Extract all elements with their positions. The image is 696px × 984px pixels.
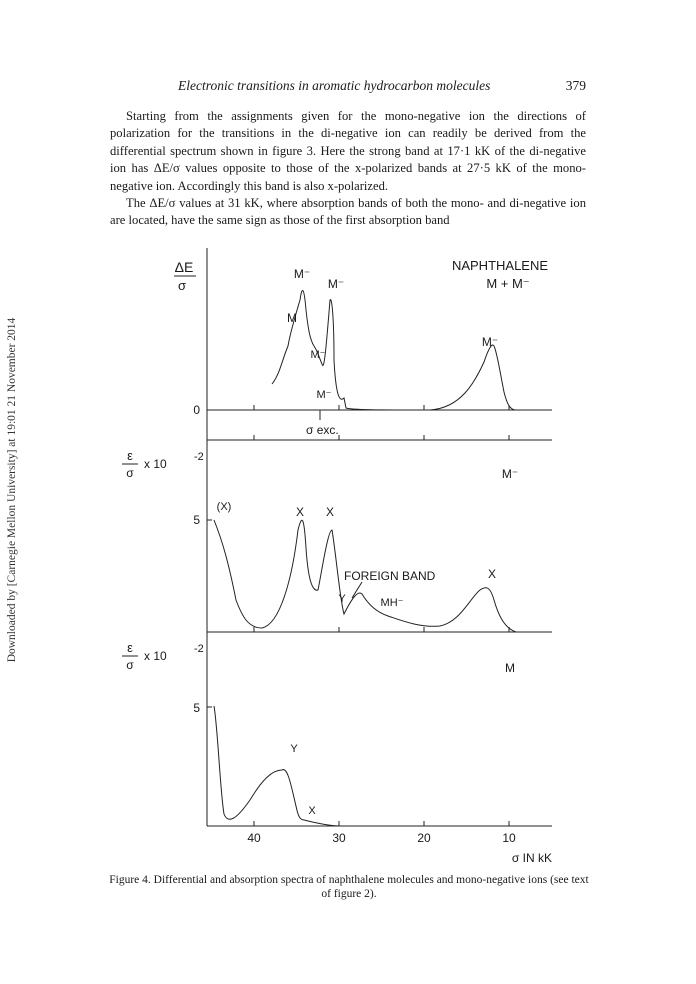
panel2-ylabel-denominator: σ <box>126 466 134 480</box>
peak-label: M⁻ <box>481 335 499 349</box>
figure-caption: Figure 4. Differential and absorption spectra of naphthalene molecules and mono-negative ions (see text of figure 2). <box>109 874 589 900</box>
exc-label: σ exc. <box>306 423 339 437</box>
panel2-ylabel-numerator: ε <box>127 448 133 463</box>
panel3-ylabel-numerator: ε <box>127 640 133 655</box>
panel2-ylabel-exponent: -2 <box>194 451 204 463</box>
x-tick-label: 20 <box>417 831 431 845</box>
peak-label: M⁻ <box>316 389 332 401</box>
x-tick-label: 30 <box>332 831 346 845</box>
panel3-ylabel-exponent: -2 <box>194 643 204 655</box>
peak-label: MH⁻ <box>380 597 404 609</box>
peak-label: M⁻ <box>327 277 345 291</box>
panel1-zero-label: 0 <box>193 403 200 417</box>
foreign-band-label: FOREIGN BAND <box>344 569 436 583</box>
x-tick-marks <box>254 405 509 826</box>
peak-label: X <box>325 505 335 519</box>
foreign-band-pointer <box>352 582 362 598</box>
peak-label: (X) <box>216 501 232 513</box>
panel2-ylabel-scale: x 10 <box>144 457 167 471</box>
peak-label: X <box>308 805 316 817</box>
differential-curve <box>272 291 516 410</box>
paragraph: The ΔE/σ values at 31 kK, where absorption bands of both the mono- and di-negative ion are located, have the same sign as those of the first absorption band <box>110 196 586 228</box>
peak-label: M⁻ <box>293 267 311 281</box>
x-tick-label: 10 <box>502 831 516 845</box>
peak-label: M⁻ <box>310 349 326 361</box>
x-axis-unit: σ IN kK <box>511 851 552 865</box>
peak-label: Y <box>290 743 298 755</box>
paragraph: Starting from the assignments given for the mono-negative ion the directions of polarization for the transitions in the di-negative ion can readily be derived from the differential spectrum shown in figure 3. Here the strong band at 17·1 kK of the di-negative ion has ΔE/σ values opposite to those of the x-polarized bands at 27·5 kK of the mono-negative ion. Accordingly this band is also x-polarized. <box>110 109 586 193</box>
panel3-tick-label: 5 <box>193 701 200 715</box>
x-tick-label: 40 <box>247 831 261 845</box>
peak-label: X <box>487 567 497 581</box>
panel1-ylabel: ΔE <box>174 259 194 275</box>
peak-label: M <box>287 311 297 325</box>
panel3-ylabel-scale: x 10 <box>144 649 167 663</box>
running-title: Electronic transitions in aromatic hydrocarbon molecules <box>178 78 491 93</box>
panel2-species: M⁻ <box>501 467 519 481</box>
panel3-ylabel-denominator: σ <box>126 658 134 672</box>
figure-title: NAPHTHALENE <box>451 258 549 273</box>
panel3-species: M <box>505 661 515 675</box>
frame <box>207 248 552 826</box>
panel2-tick-label: 5 <box>193 513 200 527</box>
figure-labels <box>122 258 552 865</box>
absorption-curve-neutral <box>214 706 340 826</box>
figure-subtitle: M + M⁻ <box>486 276 530 291</box>
peak-label: X <box>295 505 305 519</box>
peak-label: Y <box>338 593 346 605</box>
curves <box>214 291 519 826</box>
page-number: 379 <box>565 78 586 93</box>
panel1-ylabel-denominator: σ <box>177 278 187 293</box>
download-notice-text: Downloaded by [Carnegie Mellon University] at 19:01 21 November 2014 <box>6 317 18 663</box>
